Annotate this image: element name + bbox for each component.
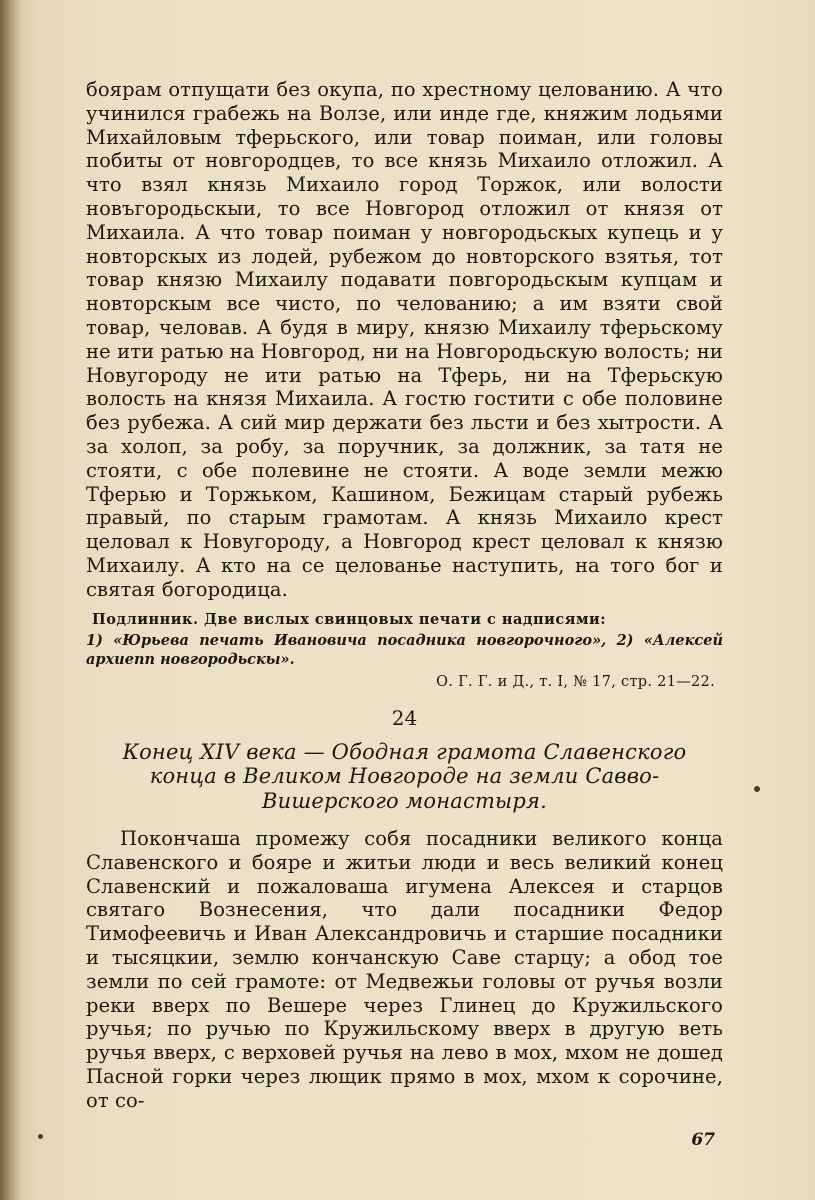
margin-mark — [754, 786, 760, 792]
book-spine-shadow — [0, 0, 22, 1200]
page-number: 67 — [691, 1130, 715, 1150]
margin-mark — [38, 1134, 43, 1139]
document-text-continuation: боярам отпущати без окупа, по хрестному целованию. А что учинился грабежь на Волзе, или инде где, княжим лодьями Михайловым тферьского, или товар поиман, или головы побиты от новгородцев, то все князь Михаило отложил. А что взял князь Михаило город Торжок, или волости новъгородьскыи, то все Новгород отложил от князя от Михаила. А что товар поиман у новгородьскых купець и у новторскых из лодей, рубежом до новторского взятья, тот товар князю Михаилу подавати повгородьскым купцам и новторскым все чисто, по челованию; а им взяти свой товар, челoвав. А будя в миру, князю Михаилу тферьскому не ити ратью на Новгород, ни на Новгородьскую волость; ни Новугороду не ити ратью на Тферь, ни на Тферьскую волость на князя Михаила. А гостю гостити с обе половине без рубежа. А сий мир держати без льсти и без хытрости. А за холоп, за робу, за поручник, за должник, за татя не стояти, с обе полевине не стояти. А воде земли межю Тферью и Торжьком, Кашином, Бежицам старый рубежь правый, по старым грамотам. А князь Михаило крест целовал к Новугороду, а Новгород крест целовал к князю Михаилу. А кто на се целованье наступить, на того бог и святая богородица. — [86, 78, 723, 601]
seal-inscriptions: 1) «Юрьева печать Ивановича посадника новгорочного», 2) «Алексей архиепп новгородьскы». — [86, 631, 723, 668]
document-text-body: Покончаша промежу собя посадники великого конца Славенского и бояре и житьи люди и весь великий конец Славенский и пожаловаша игумена Алексея и старцов святаго Вознесения, что дали посадники Федор Тимофеевичь и Иван Александровичь и старшие посадники и тысяцкии, землю кончанскую Саве старцу; а обод тое земли по сей грамоте: от Медвежьи головы от ручья возли реки вверх по Вешере через Глинец до Кружильского ручья; по ручью по Кружильскому вверх в другую веть ручья вверх, с верховей ручья на лево в мох, мхом не дошед Пасной горки через лющик прямо в мох, мхом к сорочине, от со- — [86, 827, 723, 1112]
source-reference: О. Г. Г. и Д., т. I, № 17, стр. 21—22. — [436, 673, 715, 690]
document-title: Конец XIV века — Ободная грамота Славенского конца в Великом Новгороде на земли Савво-Вишерского монастыря. — [122, 739, 687, 813]
page-content — [86, 78, 723, 1113]
original-note: Подлинник. Две вислых свинцовых печати с надписями: — [92, 610, 607, 628]
document-number: 24 — [391, 705, 418, 730]
